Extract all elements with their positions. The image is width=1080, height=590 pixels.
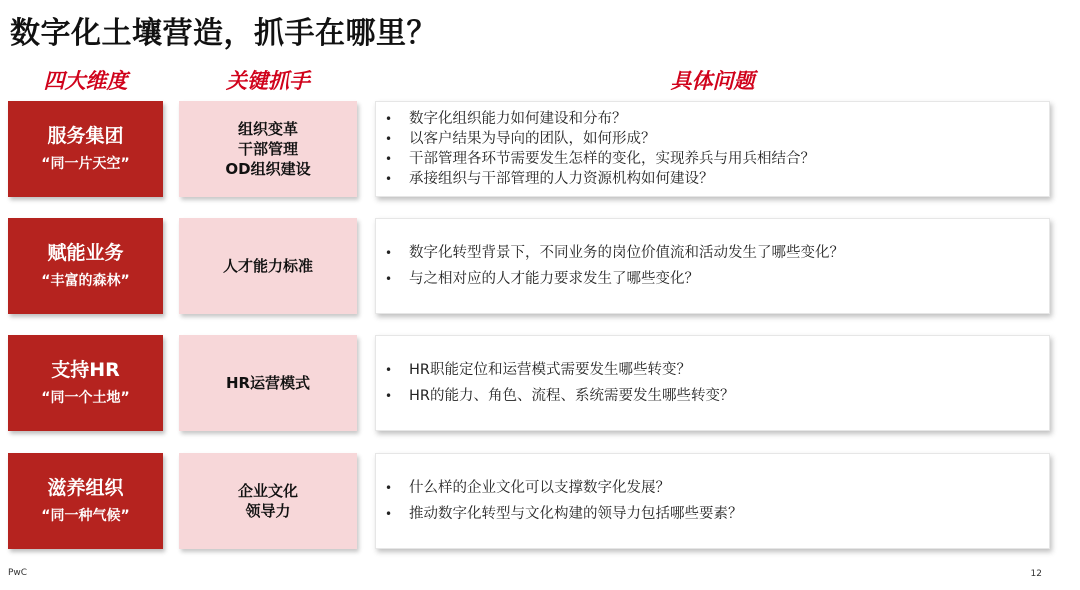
lever-label: 领导力 [245, 502, 291, 520]
problem-item [385, 475, 1049, 501]
lever-label: HR运营模式 [225, 374, 311, 392]
lever-card [179, 453, 357, 549]
page-number: 12 [1030, 569, 1042, 579]
problem-item [385, 383, 1049, 409]
matrix-row [0, 335, 1060, 433]
dimension-title: 赋能业务 [47, 242, 124, 264]
bullet-icon: • [385, 389, 393, 403]
matrix-row [0, 218, 1060, 316]
dimension-card [8, 101, 163, 197]
bullet-icon: • [385, 363, 393, 377]
problem-text: HR职能定位和运营模式需要发生哪些转变？ [409, 362, 691, 378]
bullet-icon: • [385, 132, 393, 146]
dimension-subtitle: “同一种气候” [41, 508, 130, 524]
bullet-icon: • [385, 272, 393, 286]
lever-label: 组织变革 [237, 120, 298, 138]
dimension-card [8, 453, 163, 549]
bullet-icon: • [385, 112, 393, 126]
problem-item [385, 129, 1049, 149]
dimension-title: 服务集团 [47, 125, 124, 147]
matrix-row [0, 453, 1060, 551]
lever-label: 企业文化 [237, 482, 298, 500]
lever-card [179, 101, 357, 197]
problem-text: 承接组织与干部管理的人力资源机构如何建设？ [409, 171, 714, 187]
bullet-icon: • [385, 246, 393, 260]
problem-card [375, 101, 1050, 197]
dimension-card [8, 218, 163, 314]
problem-text: 数字化组织能力如何建设和分布？ [409, 111, 627, 127]
problem-text: 与之相对应的人才能力要求发生了哪些变化？ [409, 271, 699, 287]
problem-item [385, 357, 1049, 383]
bullet-icon: • [385, 481, 393, 495]
dimension-subtitle: “同一个土地” [41, 390, 130, 406]
problem-text: 数字化转型背景下，不同业务的岗位价值流和活动发生了哪些变化？ [409, 245, 844, 261]
problem-item [385, 169, 1049, 189]
dimension-title: 支持HR [51, 359, 120, 381]
bullet-icon: • [385, 507, 393, 521]
lever-card [179, 335, 357, 431]
dimension-title: 滋养组织 [47, 477, 124, 499]
bullet-icon: • [385, 172, 393, 186]
problem-text: 干部管理各环节需要发生怎样的变化，实现养兵与用兵相结合？ [409, 151, 815, 167]
header-levers: 关键抓手 [226, 69, 310, 93]
header-dimensions: 四大维度 [43, 69, 128, 93]
problem-text: HR的能力、角色、流程、系统需要发生哪些转变？ [409, 388, 735, 404]
problem-text: 推动数字化转型与文化构建的领导力包括哪些要素？ [409, 506, 743, 522]
problem-item [385, 266, 1049, 292]
problem-text: 什么样的企业文化可以支撑数字化发展？ [409, 480, 670, 496]
bullet-icon: • [385, 152, 393, 166]
footer-source: PwC [8, 568, 28, 578]
problem-card [375, 335, 1050, 431]
dimension-subtitle: “丰富的森林” [41, 273, 130, 289]
header-problems: 具体问题 [670, 69, 755, 93]
problem-card [375, 218, 1050, 314]
dimension-subtitle: “同一片天空” [41, 156, 130, 172]
lever-label: 人才能力标准 [222, 257, 313, 275]
problem-item [385, 109, 1049, 129]
slide-title: 数字化土壤营造，抓手在哪里？ [10, 16, 437, 51]
problem-card [375, 453, 1050, 549]
matrix-row [0, 101, 1060, 199]
lever-label: 干部管理 [237, 140, 298, 158]
lever-label: OD组织建设 [225, 160, 311, 178]
problem-item [385, 149, 1049, 169]
problem-item [385, 240, 1049, 266]
lever-card [179, 218, 357, 314]
problem-text: 以客户结果为导向的团队，如何形成？ [409, 131, 656, 147]
dimension-card [8, 335, 163, 431]
problem-item [385, 501, 1049, 527]
